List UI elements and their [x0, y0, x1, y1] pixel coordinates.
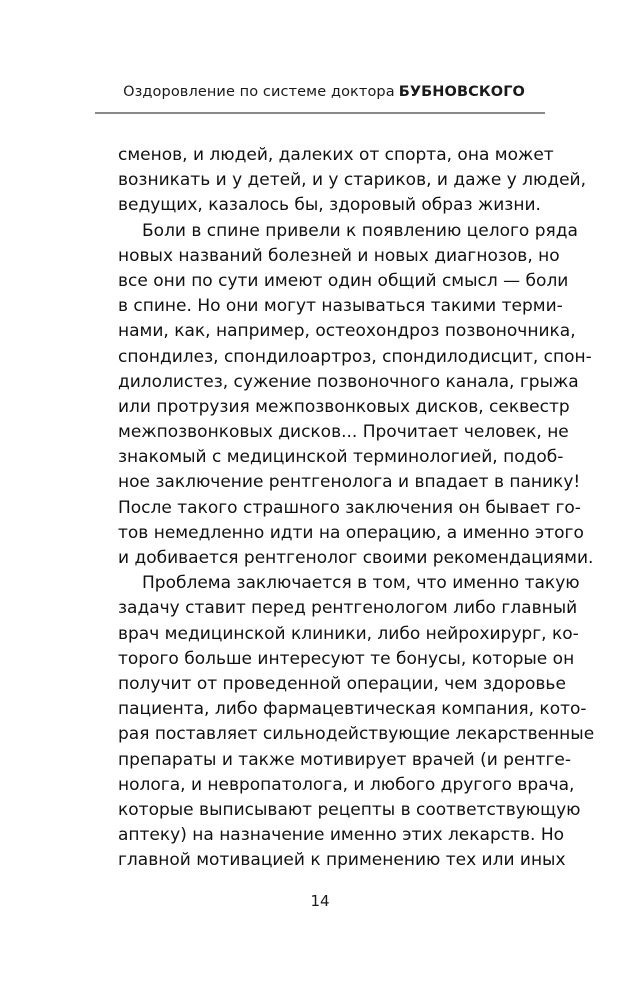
text-line: задачу ставит перед рентгенологом либо главный — [118, 598, 578, 619]
text-line: тов немедленно идти на операцию, а именно этого — [118, 522, 584, 543]
text-line: торого больше интересуют те бонусы, которые он — [118, 648, 575, 669]
text-line: Проблема заключается в том, что именно такую — [142, 573, 580, 594]
text-line: Боли в спине привели к появлению целого ряда — [142, 220, 578, 241]
running-head-author: БУБНОВСКОГО — [398, 84, 525, 100]
text-line: пациента, либо фармацевтическая компания, кото- — [118, 699, 587, 720]
paragraph-2 — [118, 219, 594, 572]
text-line: нолога, и невропатолога, и любого другого врача, — [118, 774, 575, 795]
body-text — [118, 143, 595, 873]
text-line: ведущих, казалось бы, здоровый образ жизни. — [118, 195, 541, 216]
text-line: После такого страшного заключения он бывает го- — [118, 497, 581, 518]
paragraph-3 — [118, 571, 595, 873]
text-line: сменов, и людей, далеких от спорта, она может — [118, 145, 554, 165]
text-line: получит от проведенной операции, чем здоровье — [118, 673, 566, 694]
text-line: ное заключение рентгенолога и впадает в панику! — [118, 472, 581, 493]
running-head — [95, 84, 525, 100]
text-line: спондилез, спондилоартроз, спондилодисцит, спон- — [118, 346, 592, 367]
text-line: знакомый с медицинской терминологией, подоб- — [118, 447, 564, 468]
header-rule — [95, 112, 545, 114]
text-line: которые выписывают рецепты в соответствующую — [118, 799, 581, 820]
page-number: 14 — [310, 892, 330, 910]
text-line: рая поставляет сильнодействующие лекарственные — [118, 724, 595, 745]
text-line: аптеку) на назначение именно этих лекарств. Но — [118, 825, 565, 846]
text-line: и добивается рентгенолог своими рекомендациями. — [118, 548, 594, 568]
text-line: главной мотивацией к применению тех или иных — [118, 850, 566, 871]
text-line: в спине. Но они могут называться такими терми- — [118, 296, 563, 317]
text-line: препараты и также мотивирует врачей (и рентге- — [118, 749, 571, 770]
text-line: или протрузия межпозвонковых дисков, секвестр — [118, 396, 570, 417]
running-head-title: Оздоровление по системе доктора — [123, 84, 395, 100]
paragraph-1 — [118, 143, 587, 219]
text-line: все они по сути имеют один общий смысл — боли — [118, 270, 569, 291]
text-line: нами, как, например, остеохондроз позвоночника, — [118, 321, 576, 342]
text-line: дилолистез, сужение позвоночного канала, грыжа — [118, 371, 579, 392]
text-line: новых названий болезней и новых диагнозов, но — [118, 245, 560, 266]
text-line: врач медицинской клиники, либо нейрохирург, ко- — [118, 623, 579, 644]
text-line: возникать и у детей, и у стариков, и даже у людей, — [118, 170, 587, 191]
text-line: межпозвонковых дисков... Прочитает человек, не — [118, 422, 569, 443]
